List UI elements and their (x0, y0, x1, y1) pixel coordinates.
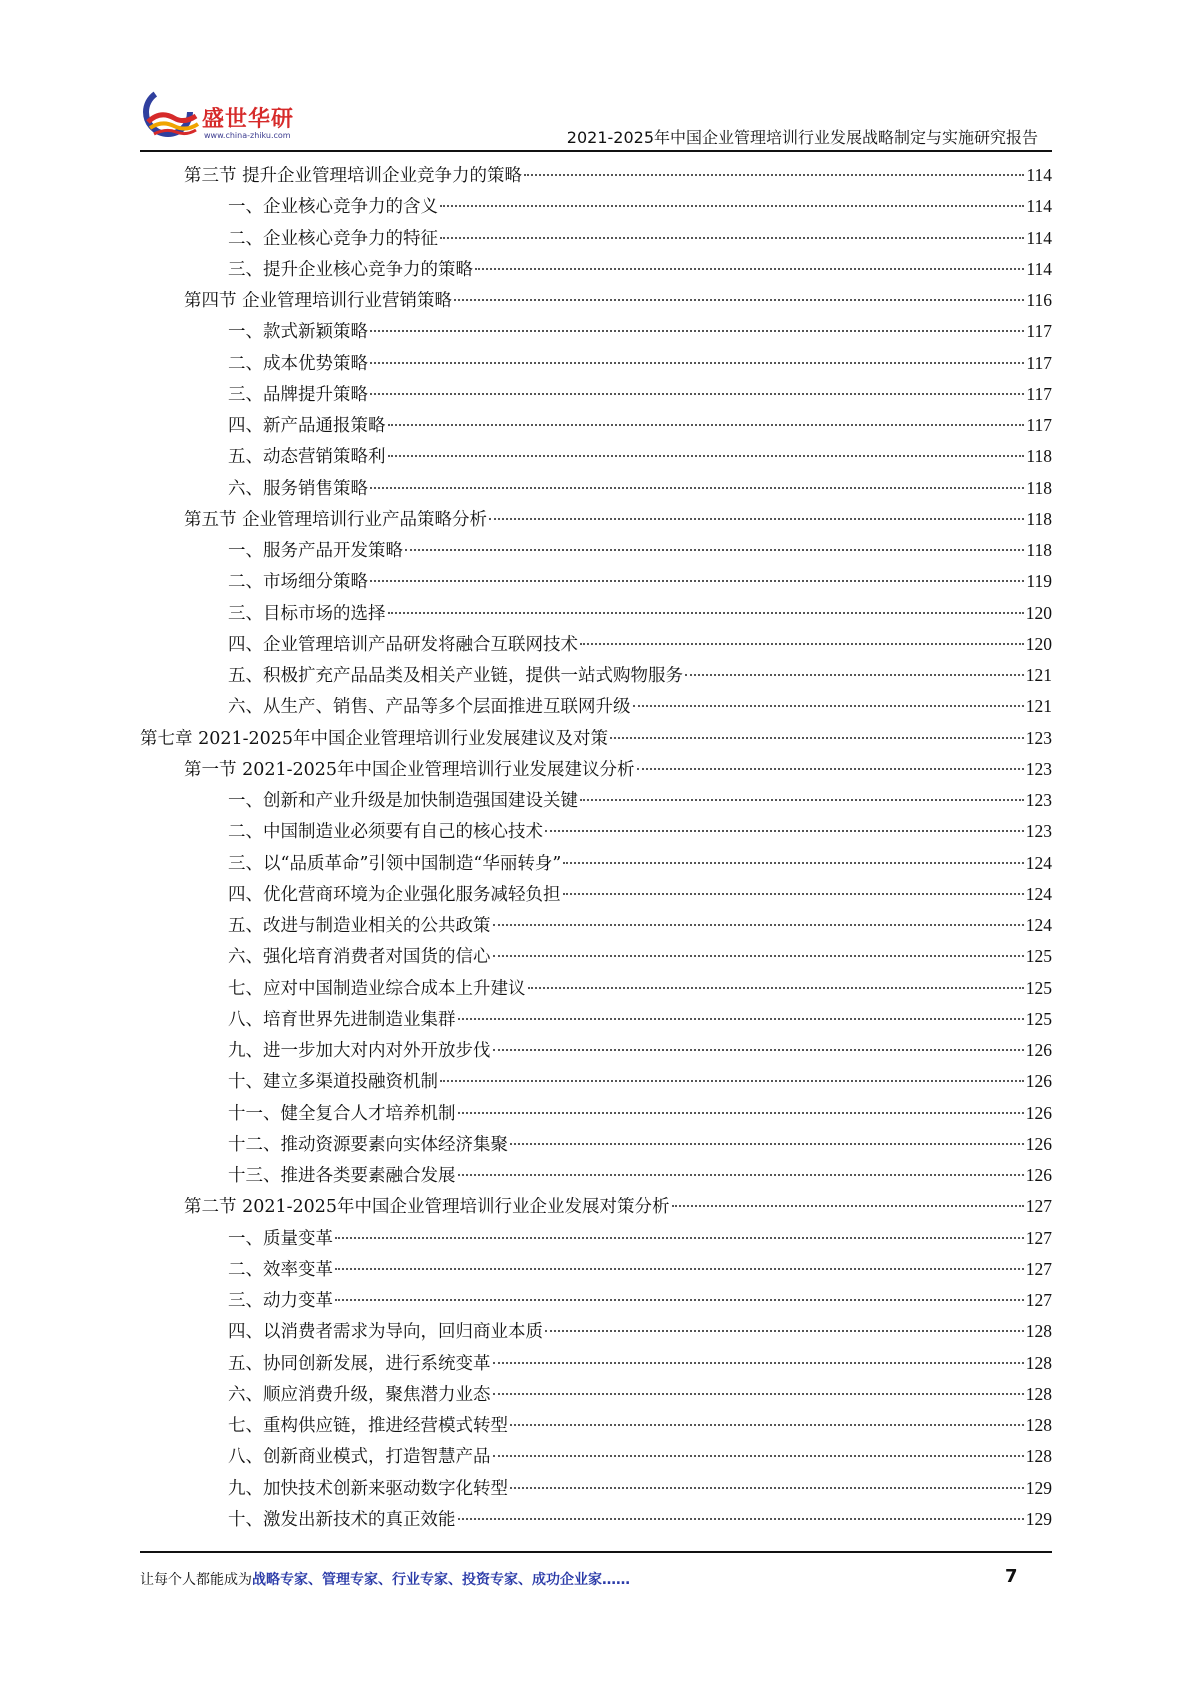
toc-entry[interactable] (140, 1504, 1052, 1535)
page-header (140, 80, 1052, 150)
toc-entry[interactable] (140, 535, 1052, 566)
toc-entry[interactable] (140, 1098, 1052, 1129)
toc-entry-page: 126 (1025, 1040, 1052, 1060)
toc-entry-page: 128 (1025, 1321, 1052, 1342)
toc-entry-title: 四、以消费者需求为导向，回归商业本质 (228, 1322, 543, 1343)
footer-slogan (140, 1569, 630, 1589)
toc-entry-page: 129 (1025, 1508, 1052, 1529)
toc-dot-leader (458, 1517, 1024, 1520)
toc-dot-leader (510, 1142, 1024, 1145)
toc-dot-leader (580, 798, 1024, 801)
company-logo (140, 80, 310, 150)
toc-entry-title: 二、成本优势策略 (228, 353, 368, 374)
toc-entry-page: 114 (1026, 196, 1052, 217)
page-number: 7 (1005, 1566, 1018, 1587)
toc-entry-title: 七、重构供应链，推进经营模式转型 (228, 1416, 508, 1436)
table-of-contents (140, 160, 1052, 1535)
toc-entry[interactable] (140, 379, 1052, 410)
toc-entry[interactable] (140, 1316, 1052, 1347)
toc-dot-leader (388, 423, 1025, 426)
toc-entry[interactable] (140, 1410, 1052, 1441)
toc-entry-title: 一、服务产品开发策略 (228, 541, 403, 561)
toc-entry-page: 127 (1025, 1258, 1052, 1279)
toc-entry-title: 十、建立多渠道投融资机制 (228, 1072, 438, 1093)
toc-entry-page: 117 (1026, 415, 1052, 435)
report-title: 2021-2025年中国企业管理培训行业发展战略制定与实施研究报告 (566, 128, 1038, 147)
toc-entry[interactable] (140, 660, 1052, 691)
toc-entry-page: 120 (1025, 602, 1052, 623)
toc-entry-page: 123 (1025, 727, 1052, 748)
header-divider (140, 150, 1052, 152)
footer-slogan-highlight: 战略专家、管理专家、行业专家、投资专家、成功企业家…… (252, 1572, 630, 1588)
toc-dot-leader (510, 1486, 1024, 1489)
toc-entry[interactable] (140, 160, 1052, 191)
toc-entry-title: 五、改进与制造业相关的公共政策 (228, 916, 491, 936)
logo-emblem-icon (140, 82, 204, 146)
toc-entry-title: 第一节 2021-2025年中国企业管理培训行业发展建议分析 (184, 759, 635, 780)
toc-entry[interactable] (140, 504, 1052, 535)
toc-entry[interactable] (140, 754, 1052, 785)
toc-dot-leader (440, 1079, 1024, 1082)
toc-entry[interactable] (140, 316, 1052, 347)
toc-dot-leader (637, 767, 1024, 770)
toc-dot-leader (335, 1236, 1024, 1239)
toc-entry-page: 116 (1026, 290, 1052, 310)
toc-dot-leader (388, 454, 1025, 457)
toc-entry[interactable] (140, 1254, 1052, 1285)
toc-entry-page: 124 (1025, 915, 1052, 935)
toc-entry-page: 127 (1025, 1196, 1052, 1217)
toc-dot-leader (633, 704, 1024, 707)
toc-entry-page: 114 (1026, 258, 1052, 279)
toc-entry-title: 十一、健全复合人才培养机制 (228, 1103, 456, 1124)
toc-entry-page: 128 (1025, 1415, 1052, 1435)
toc-dot-leader (458, 1173, 1024, 1176)
toc-entry[interactable] (140, 348, 1052, 379)
toc-entry[interactable] (140, 1441, 1052, 1472)
toc-dot-leader (370, 392, 1024, 395)
toc-entry-title: 五、协同创新发展，进行系统变革 (228, 1353, 491, 1374)
toc-entry-page: 117 (1026, 352, 1052, 373)
toc-dot-leader (493, 1361, 1024, 1364)
toc-entry-title: 十、激发出新技术的真正效能 (228, 1509, 456, 1530)
toc-entry-title: 四、优化营商环境为企业强化服务减轻负担 (228, 884, 561, 905)
toc-entry[interactable] (140, 816, 1052, 847)
toc-entry-title: 三、动力变革 (228, 1291, 333, 1311)
toc-entry-page: 123 (1025, 821, 1052, 842)
toc-entry-page: 126 (1025, 1071, 1052, 1092)
toc-dot-leader (528, 986, 1024, 989)
toc-entry-title: 四、新产品通报策略 (228, 416, 386, 436)
toc-entry-title: 二、中国制造业必须要有自己的核心技术 (228, 822, 543, 843)
toc-entry-title: 四、企业管理培训产品研发将融合互联网技术 (228, 634, 578, 655)
toc-entry[interactable] (140, 410, 1052, 441)
toc-dot-leader (370, 329, 1024, 332)
toc-entry[interactable] (140, 1223, 1052, 1254)
toc-entry-title: 九、加快技术创新来驱动数字化转型 (228, 1478, 508, 1499)
toc-entry[interactable] (140, 973, 1052, 1004)
toc-entry-page: 127 (1025, 1227, 1052, 1248)
toc-dot-leader (475, 267, 1024, 270)
toc-entry-title: 第二节 2021-2025年中国企业管理培训行业企业发展对策分析 (184, 1197, 670, 1218)
toc-entry-title: 一、创新和产业升级是加快制造强国建设关键 (228, 791, 578, 811)
toc-entry-title: 二、效率变革 (228, 1259, 333, 1280)
toc-dot-leader (524, 173, 1024, 176)
toc-entry-page: 127 (1025, 1290, 1052, 1310)
toc-entry-page: 118 (1026, 446, 1052, 467)
toc-entry-page: 118 (1026, 477, 1052, 498)
toc-entry-page: 125 (1025, 1008, 1052, 1029)
toc-dot-leader (493, 1454, 1024, 1457)
toc-entry[interactable] (140, 285, 1052, 316)
toc-entry-title: 第四节 企业管理培训行业营销策略 (184, 291, 453, 311)
toc-dot-leader (370, 486, 1024, 489)
toc-entry[interactable] (140, 1160, 1052, 1191)
toc-entry-title: 第五节 企业管理培训行业产品策略分析 (184, 509, 488, 530)
toc-entry-title: 二、市场细分策略 (228, 572, 368, 593)
toc-entry-title: 六、强化培育消费者对国货的信心 (228, 947, 491, 968)
toc-entry-title: 五、积极扩充产品品类及相关产业链，提供一站式购物服务 (228, 666, 683, 686)
toc-entry-page: 121 (1025, 696, 1052, 717)
toc-dot-leader (440, 236, 1024, 239)
toc-entry-title: 第三节 提升企业管理培训企业竞争力的策略 (184, 166, 523, 186)
toc-entry-page: 117 (1026, 383, 1052, 404)
toc-entry-page: 128 (1025, 1446, 1052, 1467)
toc-entry-page: 128 (1025, 1383, 1052, 1404)
toc-entry[interactable] (140, 254, 1052, 285)
toc-entry[interactable] (140, 691, 1052, 722)
toc-entry-title: 一、企业核心竞争力的含义 (228, 197, 438, 218)
toc-entry[interactable] (140, 441, 1052, 472)
toc-entry-title: 第七章 2021-2025年中国企业管理培训行业发展建议及对策 (140, 728, 609, 749)
toc-dot-leader (454, 298, 1024, 301)
toc-entry-page: 125 (1025, 977, 1052, 998)
toc-entry-title: 六、从生产、销售、产品等多个层面推进互联网升级 (228, 697, 631, 718)
toc-entry-title: 三、以“品质革命”引领中国制造“华丽转身” (228, 853, 562, 874)
toc-dot-leader (672, 1204, 1024, 1207)
toc-dot-leader (580, 642, 1024, 645)
toc-entry[interactable] (140, 1348, 1052, 1379)
toc-entry[interactable] (140, 879, 1052, 910)
toc-entry-title: 九、进一步加大对内对外开放步伐 (228, 1041, 491, 1061)
toc-entry-title: 十三、推进各类要素融合发展 (228, 1166, 456, 1186)
toc-dot-leader (370, 579, 1024, 582)
toc-entry-title: 六、服务销售策略 (228, 478, 368, 499)
toc-dot-leader (545, 829, 1024, 832)
toc-entry-title: 八、创新商业模式，打造智慧产品 (228, 1447, 491, 1468)
toc-entry[interactable] (140, 473, 1052, 504)
toc-dot-leader (335, 1267, 1024, 1270)
toc-dot-leader (510, 1423, 1024, 1426)
toc-entry-title: 六、顺应消费升级，聚焦潜力业态 (228, 1384, 491, 1405)
logo-name: 盛世华研 (202, 107, 295, 132)
toc-entry-page: 126 (1025, 1133, 1052, 1154)
toc-entry-page: 128 (1025, 1352, 1052, 1373)
toc-entry-page: 120 (1025, 633, 1052, 654)
toc-entry-page: 118 (1026, 508, 1052, 529)
toc-entry-title: 十二、推动资源要素向实体经济集聚 (228, 1134, 508, 1155)
toc-entry[interactable] (140, 1379, 1052, 1410)
toc-entry-page: 114 (1026, 165, 1052, 185)
toc-entry[interactable] (140, 848, 1052, 879)
toc-dot-leader (370, 361, 1024, 364)
toc-dot-leader (335, 1298, 1024, 1301)
toc-entry-title: 一、款式新颖策略 (228, 322, 368, 343)
toc-entry-title: 五、动态营销策略利 (228, 447, 386, 468)
toc-entry-title: 七、应对中国制造业综合成本上升建议 (228, 978, 526, 999)
toc-entry[interactable] (140, 1035, 1052, 1066)
toc-entry-page: 126 (1025, 1165, 1052, 1185)
toc-entry[interactable] (140, 785, 1052, 816)
toc-entry-title: 三、提升企业核心竞争力的策略 (228, 259, 473, 280)
toc-entry[interactable] (140, 1066, 1052, 1097)
toc-dot-leader (489, 517, 1024, 520)
toc-entry-page: 114 (1026, 227, 1052, 248)
toc-entry-page: 124 (1025, 883, 1052, 904)
toc-entry-title: 一、质量变革 (228, 1228, 333, 1249)
toc-entry[interactable] (140, 1191, 1052, 1222)
toc-dot-leader (685, 673, 1024, 676)
toc-dot-leader (563, 892, 1024, 895)
toc-entry-page: 125 (1025, 946, 1052, 967)
toc-dot-leader (493, 923, 1024, 926)
toc-entry-title: 八、培育世界先进制造业集群 (228, 1009, 456, 1030)
toc-entry-page: 129 (1025, 1477, 1052, 1498)
toc-dot-leader (388, 611, 1024, 614)
toc-entry[interactable] (140, 566, 1052, 597)
toc-entry-title: 二、企业核心竞争力的特征 (228, 228, 438, 249)
toc-entry[interactable] (140, 1285, 1052, 1316)
toc-dot-leader (493, 954, 1024, 957)
toc-entry[interactable] (140, 191, 1052, 222)
toc-dot-leader (458, 1111, 1024, 1114)
toc-dot-leader (493, 1392, 1024, 1395)
toc-entry-page: 123 (1025, 758, 1052, 779)
toc-entry-page: 123 (1025, 790, 1052, 810)
toc-entry[interactable] (140, 910, 1052, 941)
toc-entry[interactable] (140, 1473, 1052, 1504)
toc-entry[interactable] (140, 723, 1052, 754)
toc-dot-leader (545, 1329, 1024, 1332)
toc-entry-page: 121 (1025, 665, 1052, 685)
toc-dot-leader (458, 1017, 1024, 1020)
toc-entry-page: 118 (1026, 540, 1052, 560)
footer-divider (140, 1551, 1052, 1553)
toc-entry[interactable] (140, 223, 1052, 254)
toc-dot-leader (563, 861, 1023, 864)
toc-entry[interactable] (140, 1004, 1052, 1035)
toc-entry-title: 三、品牌提升策略 (228, 384, 368, 405)
footer-slogan-prefix: 让每个人都能成为 (140, 1572, 252, 1588)
toc-entry[interactable] (140, 598, 1052, 629)
toc-dot-leader (610, 736, 1024, 739)
toc-entry-page: 119 (1026, 571, 1052, 592)
toc-dot-leader (405, 548, 1024, 551)
toc-entry-page: 117 (1026, 321, 1052, 342)
logo-url: www.china-zhiku.com (204, 131, 291, 140)
toc-entry-page: 126 (1025, 1102, 1052, 1123)
toc-entry[interactable] (140, 629, 1052, 660)
toc-entry[interactable] (140, 1129, 1052, 1160)
toc-entry-page: 124 (1025, 852, 1052, 873)
toc-dot-leader (440, 204, 1024, 207)
toc-entry-title: 三、目标市场的选择 (228, 603, 386, 624)
toc-entry[interactable] (140, 941, 1052, 972)
toc-dot-leader (493, 1048, 1024, 1051)
